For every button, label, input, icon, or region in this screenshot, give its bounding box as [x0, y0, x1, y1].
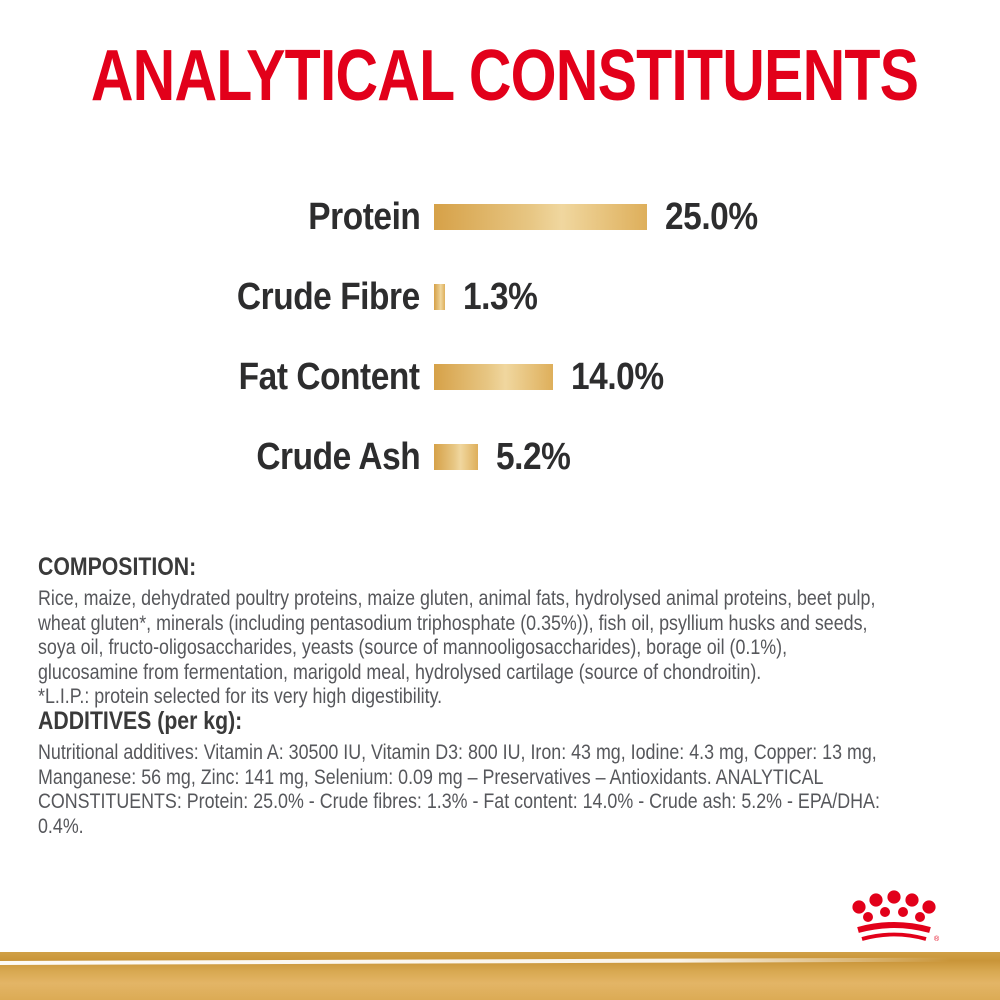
analytical-constituents-chart	[0, 195, 1000, 520]
royal-canin-crown-icon	[847, 890, 941, 944]
additives-line	[38, 766, 978, 791]
composition-section	[38, 552, 978, 710]
composition-heading	[38, 552, 978, 582]
additives-line	[38, 815, 978, 840]
bar-value-crude-fibre	[463, 276, 548, 319]
chart-row-crude-fibre	[0, 275, 1000, 318]
composition-lip-note-text: *L.I.P.: protein selected for its very high digestibility.	[38, 685, 443, 708]
crown-band-lower	[862, 935, 926, 940]
bar-label-crude-ash	[0, 436, 420, 479]
bar-value-protein	[665, 196, 770, 239]
composition-line	[38, 636, 978, 661]
additives-line-text: Manganese: 56 mg, Zinc: 141 mg, Selenium: 0.09 mg – Preservatives – Antioxidants. ANALYTICAL	[38, 765, 824, 789]
additives-line	[38, 741, 978, 766]
bar-fat-content	[434, 364, 553, 390]
bar-value-crude-ash-text: 5.2%	[496, 435, 571, 478]
composition-line	[38, 587, 978, 612]
bar-value-crude-fibre-text: 1.3%	[463, 275, 538, 318]
additives-heading	[38, 706, 978, 736]
bar-value-protein-text: 25.0%	[664, 195, 758, 238]
composition-line	[38, 612, 978, 637]
chart-row-crude-ash	[0, 435, 1000, 478]
bar-crude-fibre	[434, 284, 445, 310]
additives-line-text: Nutritional additives: Vitamin A: 30500 IU, Vitamin D3: 800 IU, Iron: 43 mg, Iodine: 4.3 mg, Copper: 13 mg,	[38, 741, 877, 764]
composition-line-text: Rice, maize, dehydrated poultry proteins, maize gluten, animal fats, hydrolysed animal proteins, beet pulp,	[38, 587, 876, 610]
chart-row-fat-content	[0, 355, 1000, 398]
gold-footer-band	[0, 952, 1000, 1000]
bar-protein	[434, 204, 647, 230]
additives-heading-text: ADDITIVES (per kg):	[38, 707, 243, 735]
gold-band-white-streak	[0, 958, 970, 965]
chart-row-protein	[0, 195, 1000, 238]
bar-crude-ash	[434, 444, 478, 470]
additives-line-text: CONSTITUENTS: Protein: 25.0% - Crude fibres: 1.3% - Fat content: 14.0% - Crude ash: 5.2% - EPA/DHA:	[38, 790, 880, 813]
additives-line-text: 0.4%.	[38, 814, 84, 838]
additives-section	[38, 706, 978, 839]
composition-line-text: glucosamine from fermentation, marigold meal, hydrolysed cartilage (source of chondroitin).	[38, 660, 762, 684]
crown-dots	[852, 890, 935, 922]
bar-value-crude-ash	[496, 436, 581, 479]
bar-label-protein-text: Protein	[307, 195, 420, 238]
bar-label-fat-content-text: Fat Content	[239, 355, 420, 398]
bar-label-protein	[0, 196, 420, 239]
bar-label-crude-ash-text: Crude Ash	[256, 435, 420, 478]
composition-heading-text: COMPOSITION:	[38, 553, 197, 581]
composition-line-text: soya oil, fructo-oligosaccharides, yeasts (source of mannooligosaccharides), borage oil (0.1%),	[38, 636, 788, 659]
bar-value-fat-content-text: 14.0%	[571, 355, 664, 398]
bar-label-crude-fibre	[0, 276, 420, 319]
composition-line	[38, 661, 978, 686]
composition-line-text: wheat gluten*, minerals (including pentasodium triphosphate (0.35%)), fish oil, psyllium husks and seeds,	[38, 611, 868, 635]
registered-trademark-symbol: ®	[934, 936, 940, 943]
crown-band-upper	[858, 925, 930, 930]
bar-value-fat-content	[571, 356, 676, 399]
additives-line	[38, 790, 978, 815]
page-title: ANALYTICAL CONSTITUENTS	[90, 36, 919, 116]
bar-label-crude-fibre-text: Crude Fibre	[237, 275, 420, 318]
bar-label-fat-content	[0, 356, 420, 399]
page-title-wrap	[0, 36, 1000, 116]
